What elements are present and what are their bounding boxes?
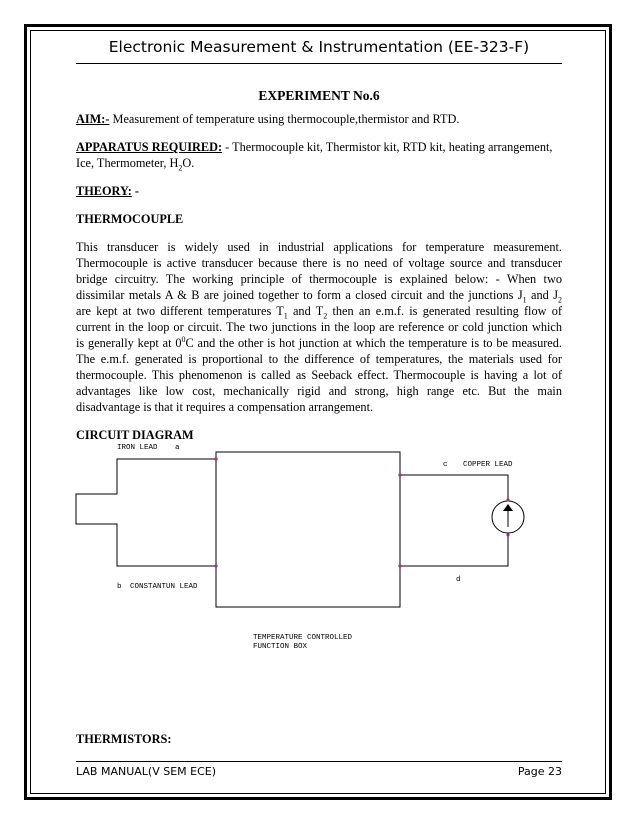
junction-dot-c [398,473,401,476]
para-line-2: Thermocouple is active transducer because there is no need of voltage source and transducer [76,256,562,270]
sub-t1: 1 [283,311,288,321]
thermocouple-heading: THERMOCOUPLE [76,212,184,226]
para-line-1: This transducer is widely used in industrial applications for temperature measurement. [76,240,562,254]
iron-lead-wire [76,459,216,566]
sub-t2: 2 [323,311,328,321]
thermistors-heading: THERMISTORS: [76,732,172,746]
aim-label: AIM:- [76,112,110,126]
label-d: d [456,576,461,584]
para-line-3: bridge circuitry. The working principle of thermocouple is explained below: - When two [76,272,562,286]
para-line-11: disadvantage is that it requires a compensation arrangement. [76,400,374,414]
para-line-9: thermocouple. This phenomenon is called as Seeback effect. Thermocouple is having a lot of [76,368,562,382]
circuit-heading: CIRCUIT DIAGRAM [76,428,194,442]
footer-page-number: Page 23 [517,765,562,778]
apparatus-text-2a: Ice, Thermometer, H [76,156,179,170]
para-line-5c: then an e.m.f. is generated resulting flow of [327,304,562,318]
label-box-line-1: TEMPERATURE CONTROLLED [253,634,353,642]
sup-degree: 0 [181,334,186,344]
junction-dot-b [214,564,217,567]
junction-dot-d [398,564,401,567]
footer-left: LAB MANUAL(V SEM ECE) [76,765,217,778]
apparatus-subscript: 2 [178,163,183,173]
source-dot-bottom [506,533,509,536]
para-line-8: The e.m.f. generated is proportional to the difference of temperatures, the materials used for [76,352,562,366]
label-c: c [443,461,448,469]
apparatus-label: APPARATUS REQUIRED: [76,140,223,154]
source-dot-top [506,498,509,501]
aim-text: Measurement of temperature using thermocouple,thermistor and RTD. [109,112,460,126]
para-line-5a: are kept at two different temperatures T [76,304,284,318]
experiment-title: EXPERIMENT No.6 [258,88,380,103]
sub-j2: 2 [558,295,562,305]
para-line-7b: C and the other is hot junction at which the temperature is to be measured. [185,336,562,350]
junction-dot-a [214,457,217,460]
copper-lead-wire [400,475,508,566]
para-line-6: current in the loop or circuit. The two junctions in the loop are reference or cold junction which [76,320,562,334]
para-line-7a: is generally kept at 0 [76,336,182,350]
label-iron-lead: IRON LEAD [117,444,158,452]
para-line-5b: and T [287,304,324,318]
function-box [216,452,400,607]
label-box-line-2: FUNCTION BOX [253,643,308,651]
theory-suffix: - [131,184,139,198]
apparatus-text-2b: O. [182,156,195,170]
para-line-4a: dissimilar metals A & B are joined together to form a closed circuit and the junctions J [76,288,523,302]
header-title: Electronic Measurement & Instrumentation (EE-323-F) [108,38,530,56]
label-copper-lead: COPPER LEAD [463,461,513,469]
label-constantun-lead: CONSTANTUN LEAD [130,583,198,591]
apparatus-text-1: - Thermocouple kit, Thermistor kit, RTD kit, heating arrangement, [222,140,553,154]
para-line-10: advantages like low cost, mechanically rigid and strong, high range etc. But the main [76,384,562,398]
footer-rule [76,761,562,762]
theory-label: THEORY: [76,184,132,198]
para-line-4b: and J [526,288,558,302]
label-a: a [175,444,180,452]
label-b: b [117,583,122,591]
sub-j1: 1 [522,295,527,305]
